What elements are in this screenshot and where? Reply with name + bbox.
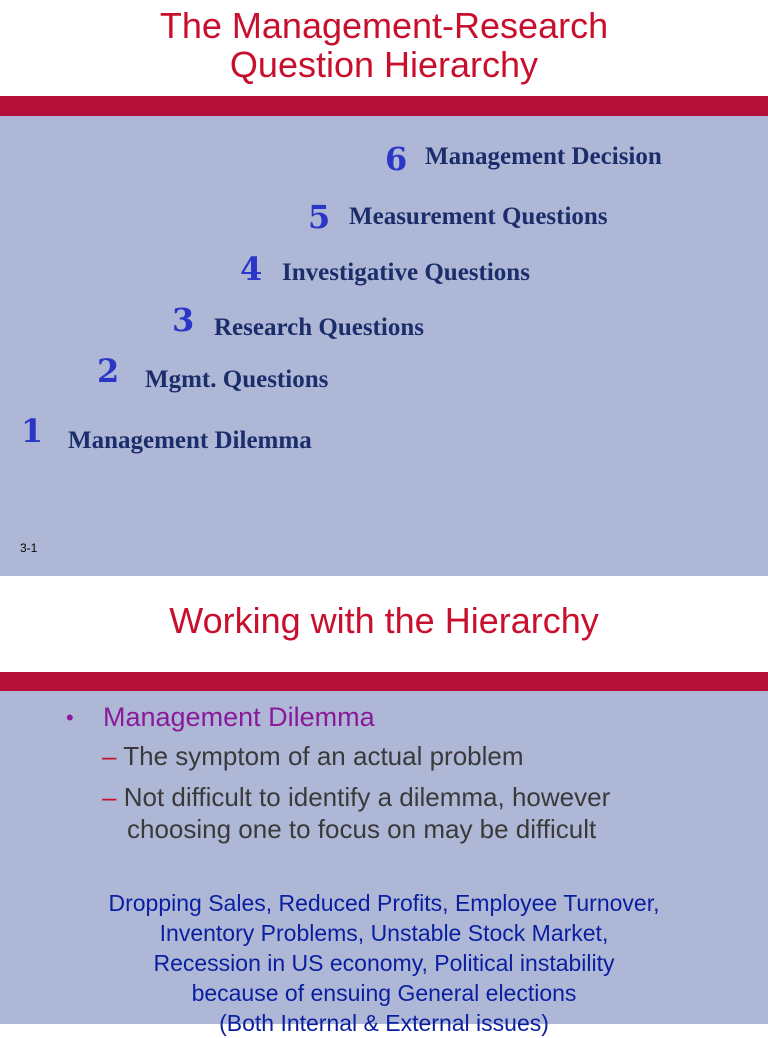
examples-text-block [0,888,768,1038]
dash-marker: – [102,741,117,771]
level-2-label: Mgmt. Questions [145,366,329,393]
level-2-number: 2 [97,352,120,390]
examples-line-5: (Both Internal & External issues) [219,1010,549,1036]
level-3-label: Research Questions [214,314,424,341]
level-6-label: Management Decision [425,143,662,170]
sub-bullet-2 [102,782,610,813]
examples-line-1: Dropping Sales, Reduced Profits, Employee Turnover, [108,890,660,916]
level-1-label: Management Dilemma [68,427,312,454]
level-3-number: 3 [172,301,195,339]
slide1-title-line1: The Management-Research [159,5,609,46]
slide1-panel [0,116,768,576]
dash-marker: – [102,782,117,812]
page-number: 3-1 [20,541,38,555]
sub-bullet-2-text-line1: Not difficult to identify a dilemma, however [123,782,611,812]
level-4-label: Investigative Questions [282,259,530,286]
sub-bullet-1 [102,741,524,772]
slide-gap [0,576,768,588]
bullet-management-dilemma: Management Dilemma [103,702,375,732]
level-4-number: 4 [240,250,263,288]
bullet-marker: • [66,705,74,730]
level-5-label: Measurement Questions [349,203,608,230]
sub-bullet-1-text: The symptom of an actual problem [123,741,524,771]
slide1-title-line2: Question Hierarchy [229,44,539,85]
slide1-divider-bar [0,96,768,116]
sub-bullet-2-text-line2: choosing one to focus on may be difficult [127,814,597,844]
level-5-number: 5 [308,198,331,236]
level-1-number: 1 [21,412,44,450]
examples-line-4: because of ensuing General elections [191,980,577,1006]
examples-line-2: Inventory Problems, Unstable Stock Market, [159,920,609,946]
slide2-title: Working with the Hierarchy [169,600,599,641]
level-6-number: 6 [385,140,408,178]
examples-line-3: Recession in US economy, Political instability [153,950,615,976]
sub-bullet-2-continuation [127,814,596,845]
slide2-divider-bar [0,672,768,691]
